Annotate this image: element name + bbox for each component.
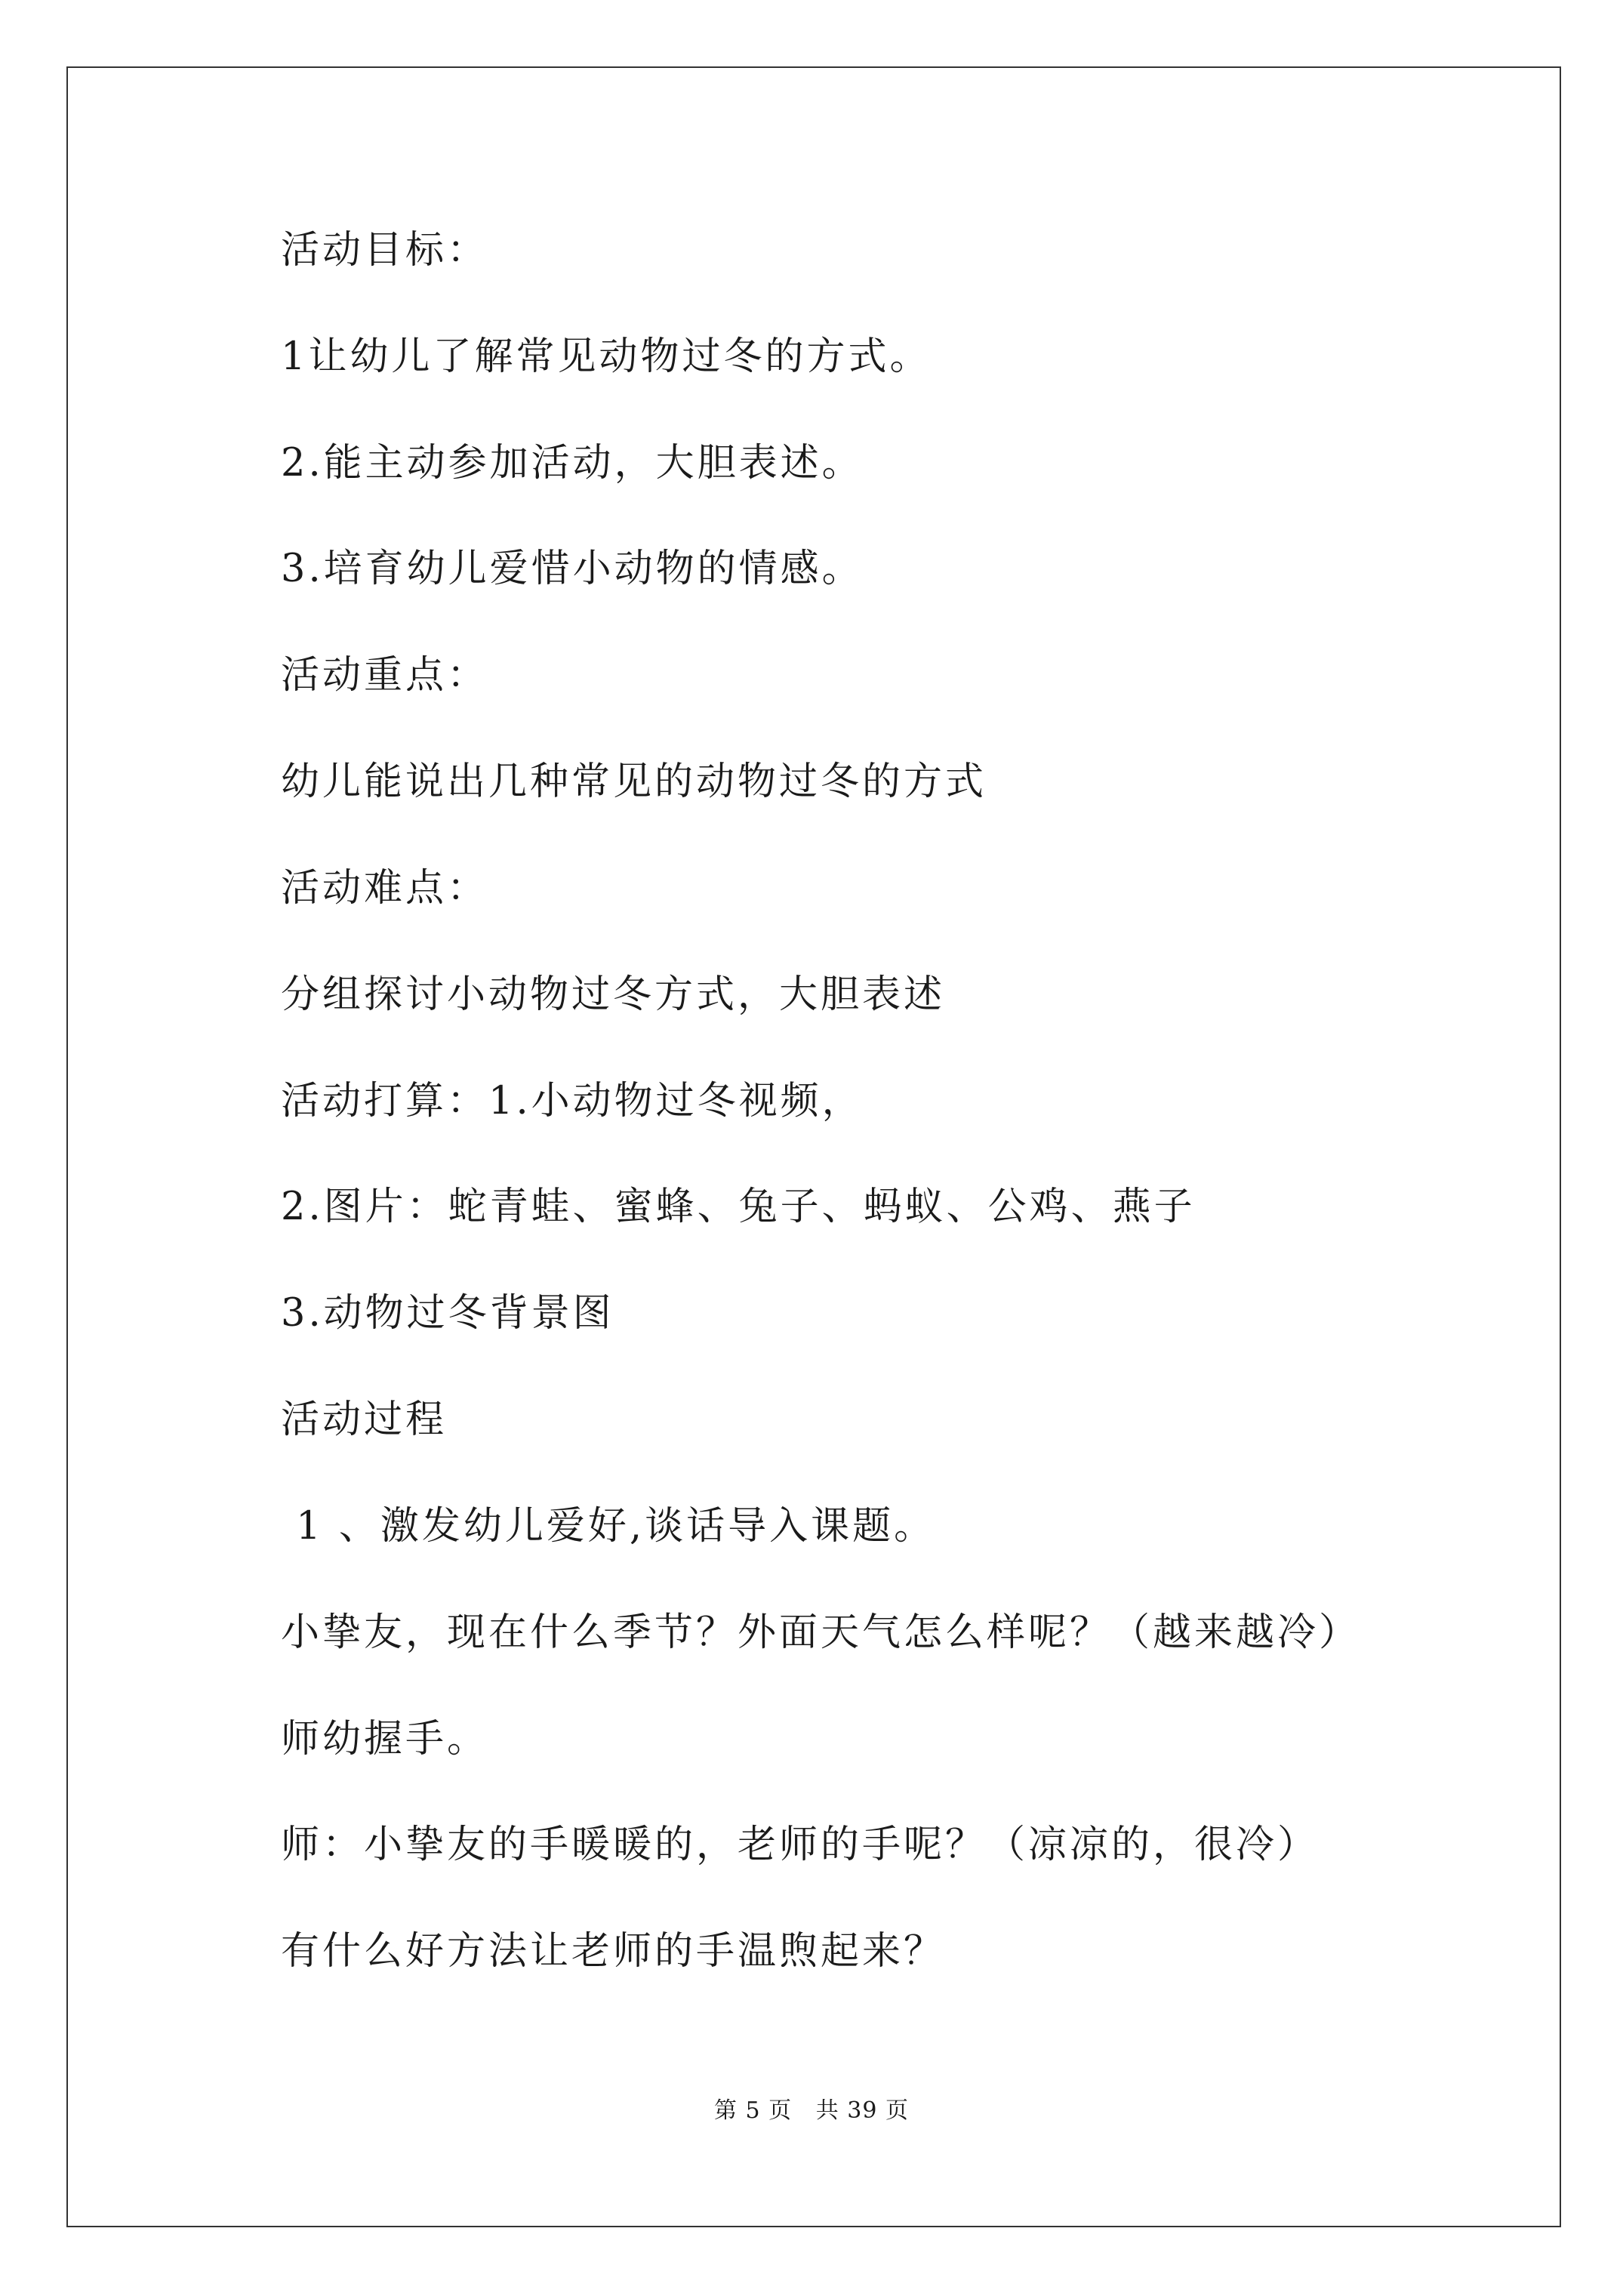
goal-item-2: 2.能主动参加活动，大胆表述。: [281, 441, 864, 485]
heading-difficulties: 活动难点：: [281, 866, 489, 911]
heading-activity-goals: 活动目标：: [281, 228, 489, 273]
preparation-item-1: 活动打算：1.小动物过冬视频，: [281, 1079, 864, 1123]
dialogue-line-1: 小挚友，现在什么季节？外面天气怎么样呢？（越来越冷）: [281, 1610, 1361, 1655]
dialogue-line-2: 师幼握手。: [281, 1717, 489, 1761]
preparation-item-3: 3.动物过冬背景图: [281, 1291, 614, 1336]
page-border: [66, 66, 1561, 2227]
key-point-text: 幼儿能说出几种常见的动物过冬的方式: [281, 760, 987, 804]
heading-process: 活动过程: [281, 1398, 448, 1442]
difficulty-text: 分组探讨小动物过冬方式，大胆表述: [281, 972, 946, 1017]
heading-key-points: 活动重点：: [281, 653, 489, 698]
page-number-footer: 第 5 页 共 39 页: [713, 2097, 909, 2124]
goal-item-3: 3.培育幼儿爱惜小动物的情感。: [281, 547, 864, 591]
process-step-1: 1 、激发幼儿爱好,谈话导入课题。: [281, 1504, 936, 1549]
dialogue-line-3: 师：小挚友的手暖暖的，老师的手呢？（凉凉的，很冷）: [281, 1823, 1320, 1867]
dialogue-line-4: 有什么好方法让老师的手温煦起来？: [281, 1929, 946, 1974]
preparation-item-2: 2.图片：蛇青蛙、蜜蜂、兔子、蚂蚁、公鸡、燕子: [281, 1185, 1196, 1229]
goal-item-1: 1让幼儿了解常见动物过冬的方式。: [281, 334, 932, 379]
